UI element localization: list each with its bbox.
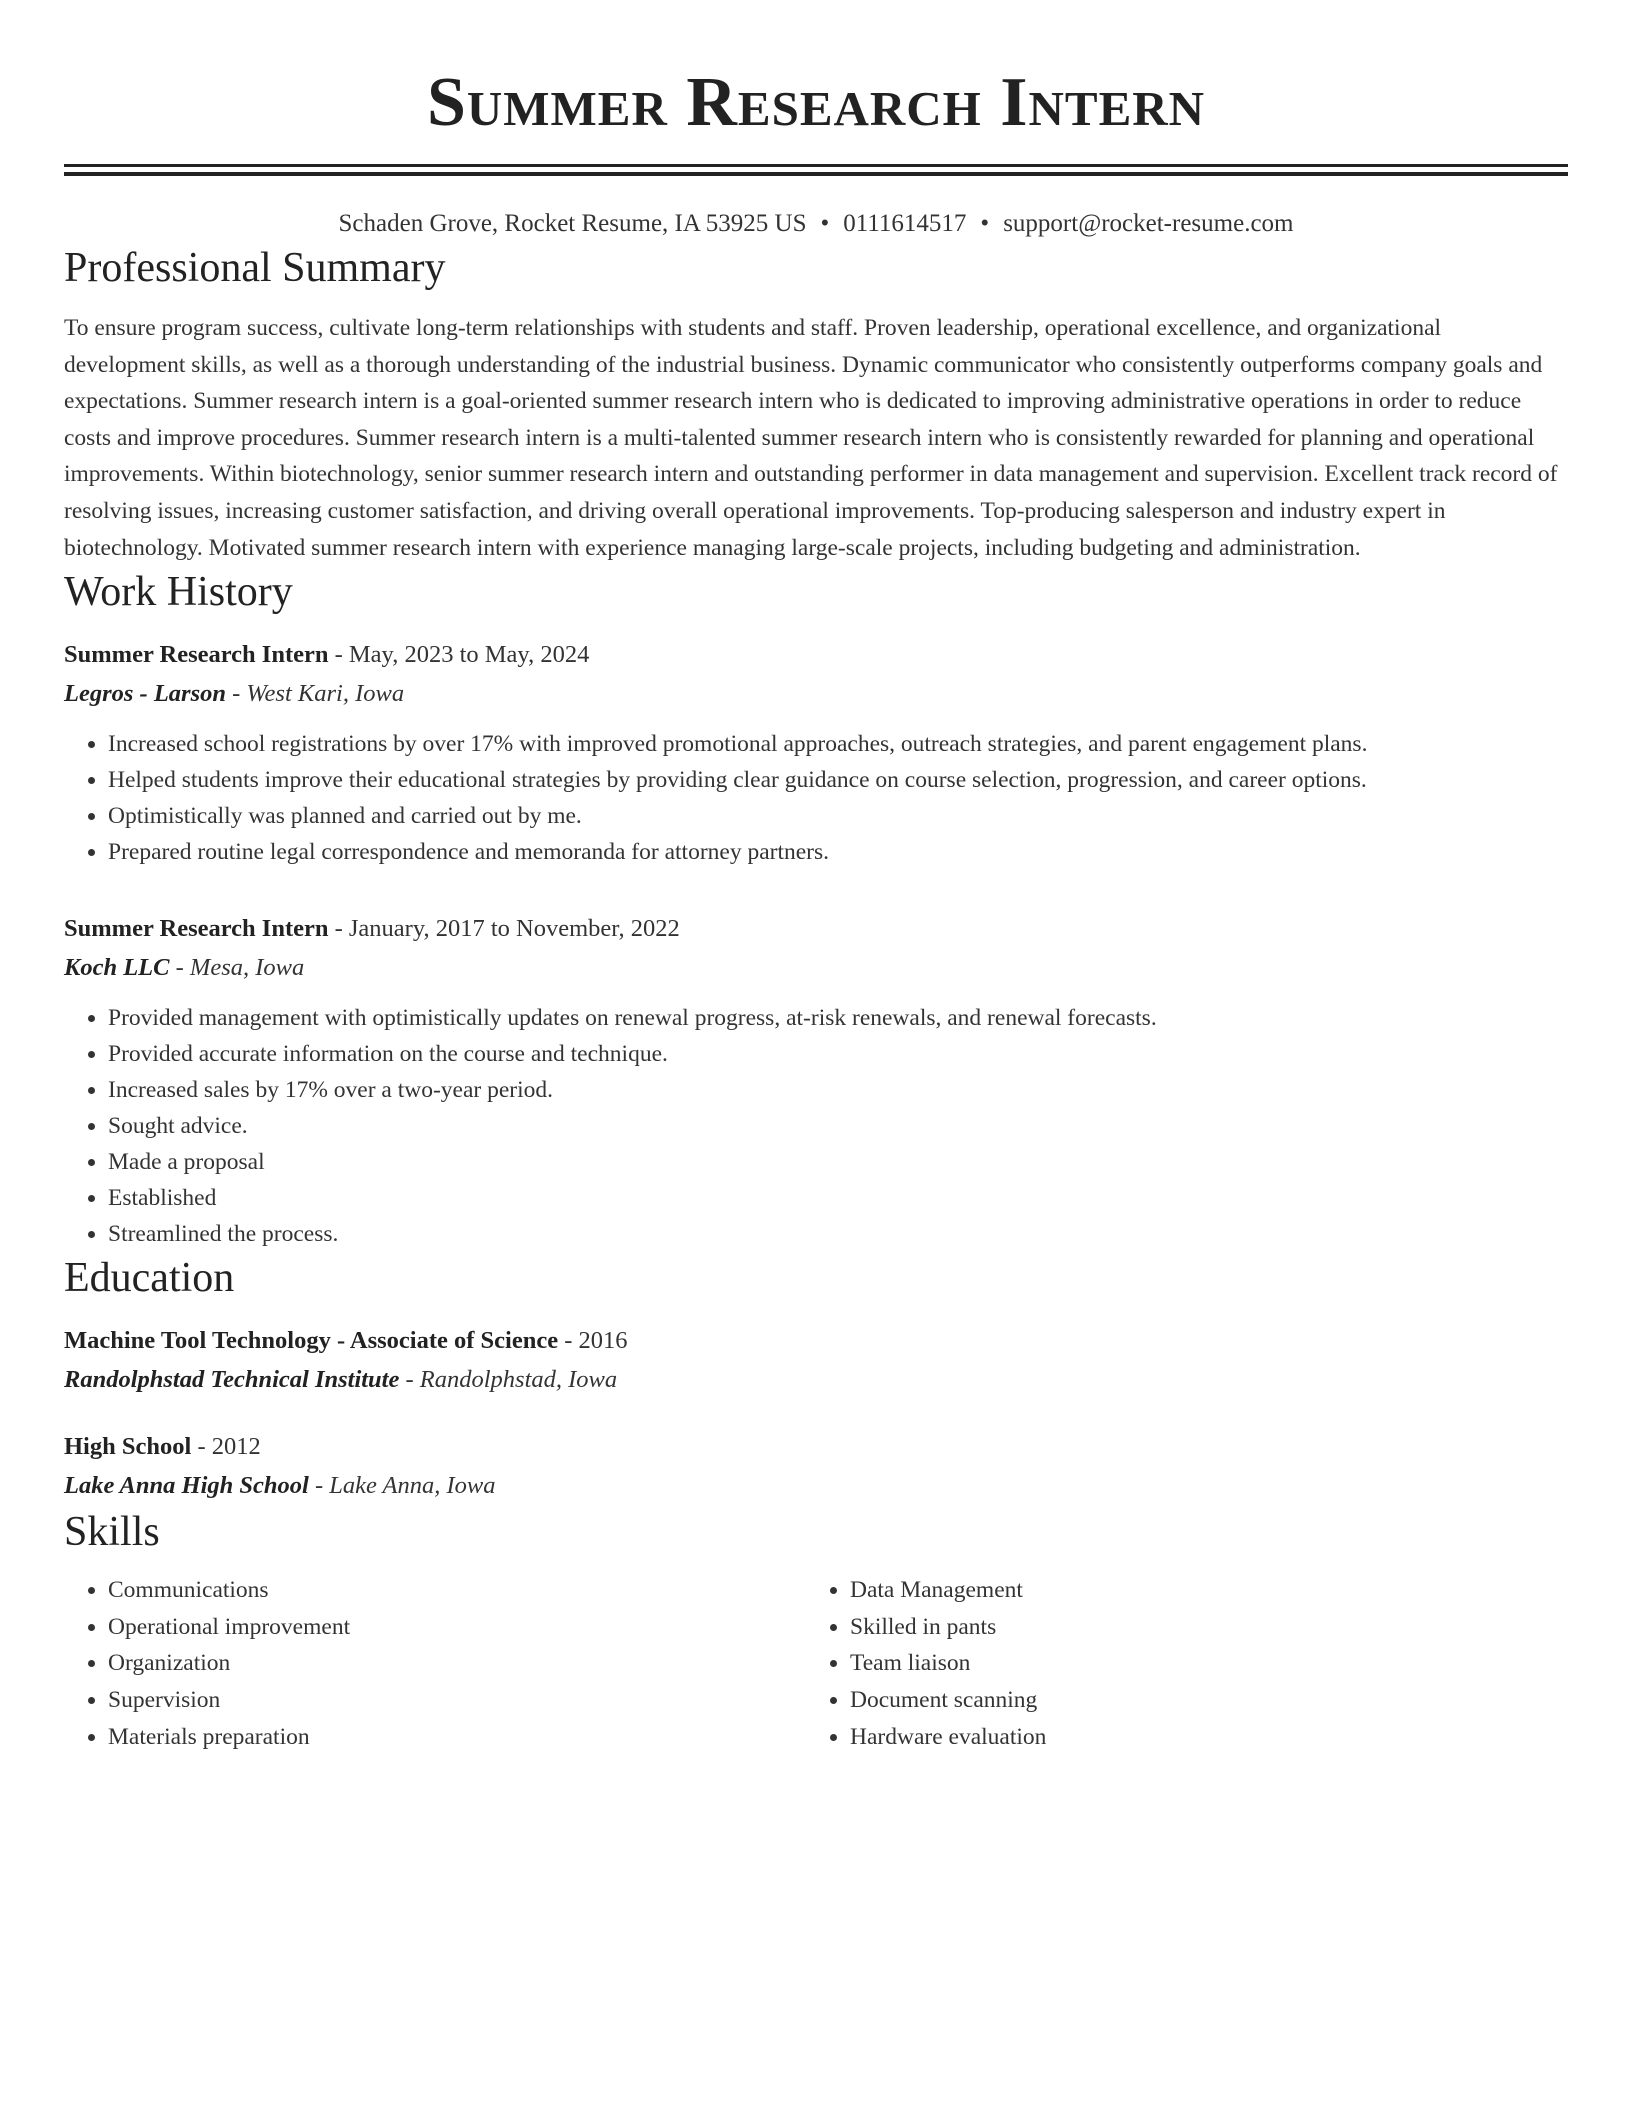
skills-columns [64, 1572, 1568, 1755]
job-title: Summer Research Intern [64, 915, 329, 943]
education-school-line [64, 1360, 1568, 1400]
contact-separator: • [980, 210, 990, 237]
contact-email: support@rocket-resume.com [1003, 210, 1294, 237]
list-item: • Hardware evaluation [850, 1719, 1548, 1756]
list-item: • Materials preparation [108, 1719, 806, 1756]
job-entry [64, 910, 1568, 1252]
education-degree-line [64, 1322, 1568, 1360]
summary-text: To ensure program success, cultivate long-term relationships with students and staff. Proven leadership, operational excellence, and organizational development skills, as well as a thorough understanding of the industrial business. Dynamic communicator who consistently outperforms company goals and expectations. Summer research intern is a goal-oriented summer research intern who is dedicated to improving administrative operations in order to reduce costs and improve procedures. Summer research intern is a multi-talented summer research intern who is consistently rewarded for planning and operational improvements. Within biotechnology, senior summer research intern and outstanding performer in data management and supervision. Excellent track record of resolving issues, increasing customer satisfaction, and driving overall operational improvements. Top-producing salesperson and industry expert in biotechnology. Motivated summer research intern with experience managing large-scale projects, including budgeting and administration. [64, 315, 1558, 561]
list-item: • Prepared routine legal correspondence and memoranda for attorney partners. [108, 834, 1568, 870]
job-company: Legros - Larson [64, 680, 226, 708]
job-bullet-list [64, 1000, 1568, 1252]
education-degree: High School [64, 1433, 192, 1461]
job-entry [64, 636, 1568, 870]
list-item: • Established [108, 1180, 1568, 1216]
resume-page [64, 0, 1568, 1755]
list-item: • Team liaison [850, 1645, 1548, 1682]
job-bullet-list [64, 726, 1568, 870]
education-school-line [64, 1466, 1568, 1506]
education-entry [64, 1322, 1568, 1400]
list-item: • Supervision [108, 1682, 806, 1719]
section-heading-summary: Professional Summary [64, 245, 446, 291]
list-item: • Streamlined the process. [108, 1216, 1568, 1252]
job-location: - Mesa, Iowa [169, 954, 305, 982]
title-divider-top [64, 164, 1568, 167]
list-item: • Increased sales by 17% over a two-year period. [108, 1072, 1568, 1108]
job-title-line [64, 636, 1568, 674]
education-year: - 2012 [191, 1433, 261, 1461]
list-item: • Provided management with optimistically updates on renewal progress, at-risk renewals, and renewal forecasts. [108, 1000, 1568, 1036]
contact-separator: • [820, 210, 830, 237]
list-item: • Sought advice. [108, 1108, 1568, 1144]
list-item: • Operational improvement [108, 1609, 806, 1646]
job-company: Koch LLC [64, 954, 170, 982]
job-dates: - January, 2017 to November, 2022 [328, 915, 680, 943]
list-item: • Increased school registrations by over 17% with improved promotional approaches, outreach strategies, and parent engagement plans. [108, 726, 1568, 762]
title-divider-bottom [64, 172, 1568, 176]
education-location: - Lake Anna, Iowa [308, 1472, 496, 1500]
page-title: Summer Research Intern [426, 64, 1206, 141]
list-item: • Provided accurate information on the course and technique. [108, 1036, 1568, 1072]
education-entry [64, 1428, 1568, 1506]
education-year: - 2016 [558, 1327, 628, 1355]
job-dates: - May, 2023 to May, 2024 [328, 641, 590, 669]
education-degree-line [64, 1428, 1568, 1466]
skills-list-left [64, 1572, 806, 1755]
list-item: • Made a proposal [108, 1144, 1568, 1180]
skills-list-right [806, 1572, 1548, 1755]
education-school: Lake Anna High School [64, 1472, 309, 1500]
section-heading-skills: Skills [64, 1509, 160, 1556]
contact-address: Schaden Grove, Rocket Resume, IA 53925 US [338, 210, 807, 237]
contact-phone: 0111614517 [843, 210, 967, 237]
list-item: • Organization [108, 1645, 806, 1682]
education-school: Randolphstad Technical Institute [64, 1366, 400, 1394]
job-location: - West Kari, Iowa [225, 680, 405, 708]
job-company-line [64, 948, 1568, 988]
job-title-line [64, 910, 1568, 948]
education-location: - Randolphstad, Iowa [399, 1366, 618, 1394]
list-item: • Data Management [850, 1572, 1548, 1609]
list-item: • Optimistically was planned and carried out by me. [108, 798, 1568, 834]
list-item: • Skilled in pants [850, 1609, 1548, 1646]
list-item: • Helped students improve their educational strategies by providing clear guidance on course selection, progression, and career options. [108, 762, 1568, 798]
section-heading-work-history: Work History [64, 569, 293, 616]
job-title: Summer Research Intern [64, 641, 329, 669]
contact-line [64, 206, 1568, 242]
job-company-line [64, 674, 1568, 714]
list-item: • Communications [108, 1572, 806, 1609]
section-heading-education: Education [64, 1255, 235, 1302]
education-degree: Machine Tool Technology - Associate of Science [64, 1327, 559, 1355]
list-item: • Document scanning [850, 1682, 1548, 1719]
